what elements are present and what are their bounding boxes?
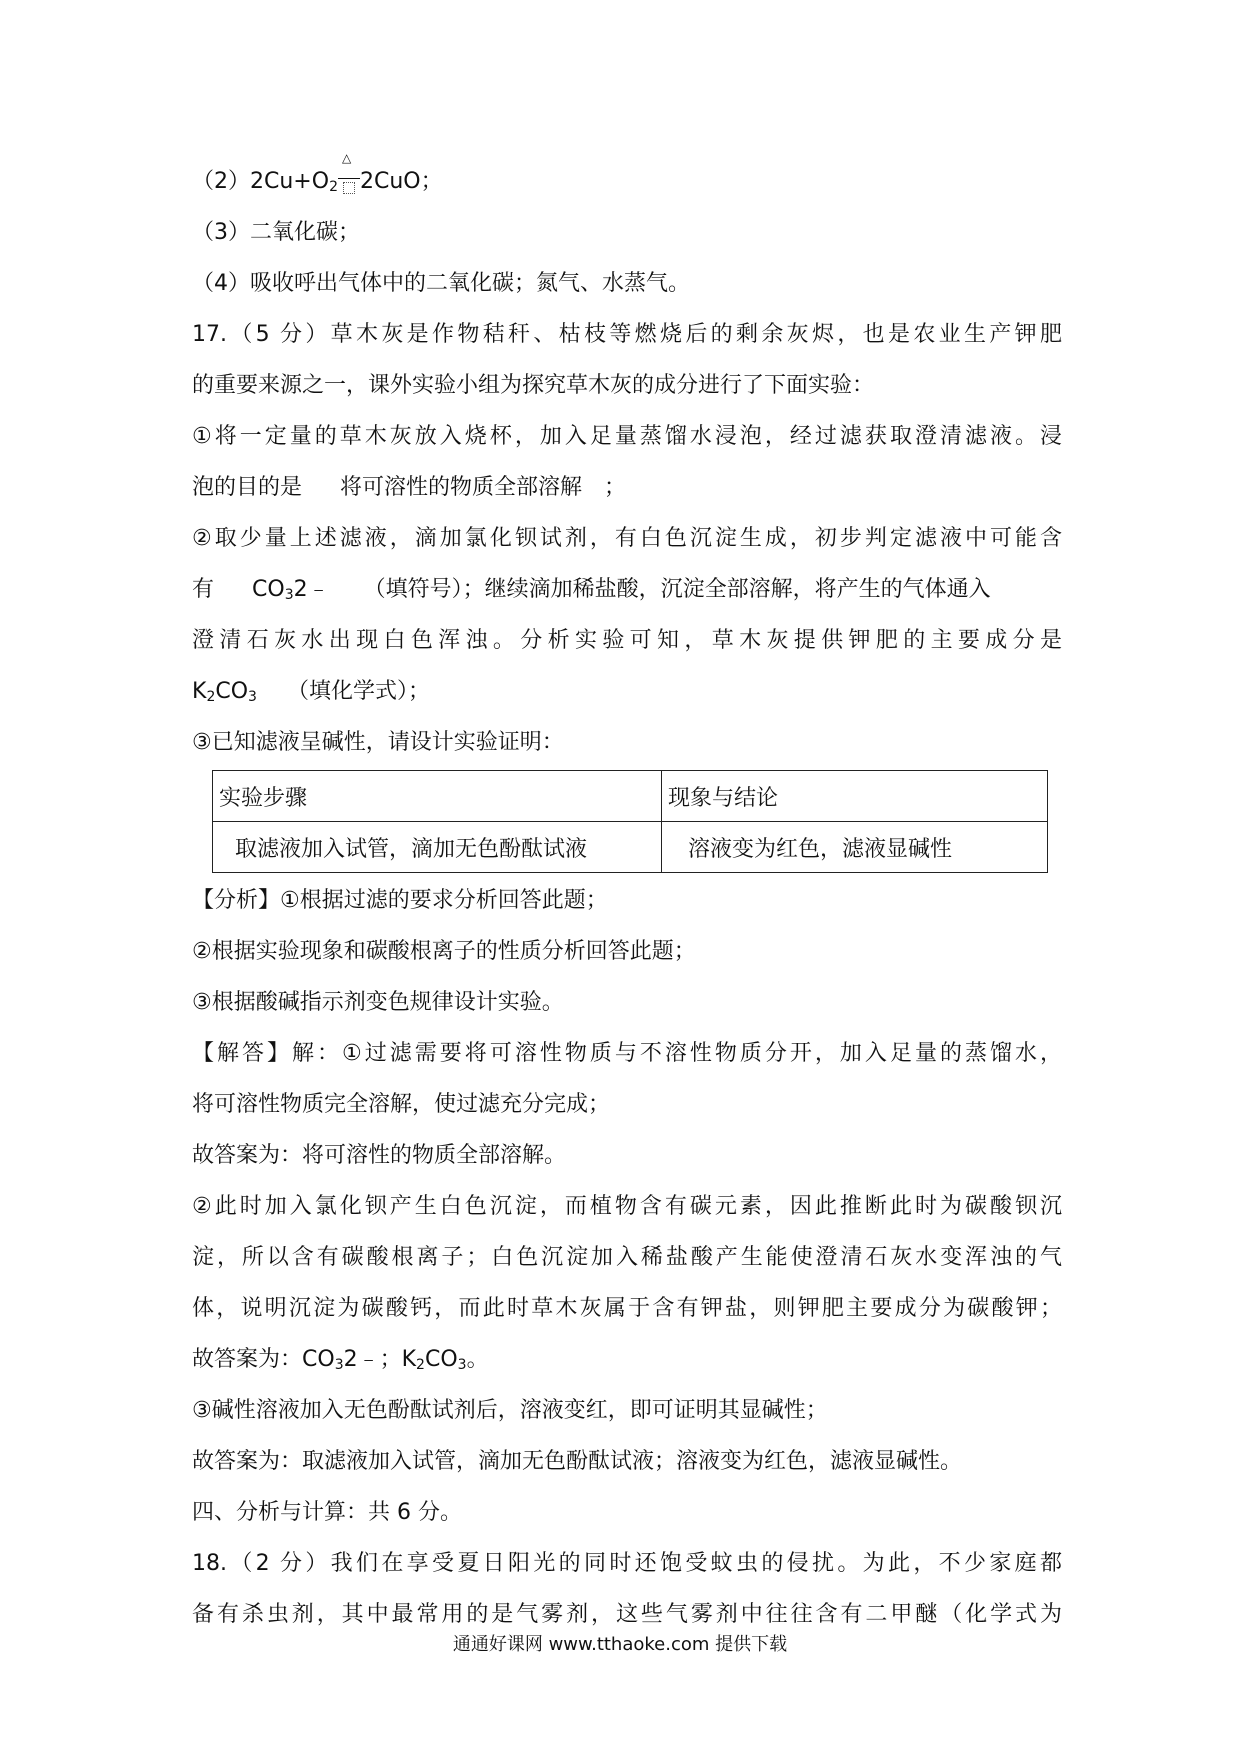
subscript: 2: [329, 179, 338, 195]
punct: ；: [604, 475, 627, 500]
fill-answer-charge: 2﹣: [293, 577, 330, 602]
fill-answer: 将可溶性的物质全部溶解: [340, 475, 583, 500]
question-17-step2-answer: [192, 564, 1062, 615]
fill-answer: CO: [252, 577, 285, 602]
question-17-step3: ③已知滤液呈碱性，请设计实验证明：: [192, 730, 564, 755]
subscript: 3: [334, 1357, 344, 1373]
solution-answer: [192, 1334, 1062, 1385]
question-17-step1: ①将一定量的草木灰放入烧杯，加入足量蒸馏水浸泡，经过滤获取澄清滤液。浸: [192, 424, 1062, 449]
solution-answer: 故答案为：将可溶性的物质全部溶解。: [192, 1143, 567, 1168]
answer-line-3: （3）二氧化碳；: [192, 220, 360, 245]
equation-right: 2CuO；: [359, 169, 443, 194]
heat-symbol: △: [341, 151, 352, 165]
table-header-cell: 实验步骤: [213, 771, 662, 822]
question-17-text: 的重要来源之一，课外实验小组为探究草木灰的成分进行了下面实验：: [192, 373, 875, 398]
subscript: 2: [416, 1357, 425, 1373]
reaction-arrow: [338, 151, 360, 207]
subscript: 3: [284, 587, 294, 603]
solution-line: ③碱性溶液加入无色酚酞试剂后，溶液变红，即可证明其显碱性；: [192, 1398, 828, 1423]
subscript: 3: [457, 1357, 467, 1373]
analysis-line: ③根据酸碱指示剂变色规律设计实验。: [192, 990, 564, 1015]
analysis-line: ②根据实验现象和碳酸根离子的性质分析回答此题；: [192, 939, 696, 964]
analysis-title: 【分析】①根据过滤的要求分析回答此题；: [192, 888, 608, 913]
page-footer: 通通好课网 www.tthaoke.com 提供下载: [452, 1634, 788, 1655]
solution-title: 【解答】解：①过滤需要将可溶性物质与不溶性物质分开，加入足量的蒸馏水，: [192, 1041, 1062, 1066]
answer-text: 。: [466, 1347, 489, 1372]
prompt-text: （填符号）；继续滴加稀盐酸，沉淀全部溶解，将产生的气体通入: [363, 577, 991, 602]
answer-text: 2﹣；K: [343, 1347, 417, 1372]
subscript: 3: [248, 689, 257, 705]
table-header-cell: 现象与结论: [662, 771, 1048, 822]
answer-text: CO: [424, 1347, 458, 1372]
subscript: 2: [206, 689, 216, 705]
table-cell: 取滤液加入试管，滴加无色酚酞试液: [213, 822, 662, 873]
experiment-table: [212, 770, 1048, 873]
prompt-text: 泡的目的是: [192, 475, 303, 500]
question-17-title: 17.（5 分）草木灰是作物秸秆、枯枝等燃烧后的剩余灰烬，也是农业生产钾肥: [192, 322, 1062, 347]
fill-answer: CO: [215, 679, 249, 704]
question-17-formula-answer: [192, 666, 1062, 717]
solution-answer: 故答案为：取滤液加入试管，滴加无色酚酞试液；溶液变为红色，滤液显碱性。: [192, 1449, 963, 1474]
prompt-text: （填化学式）；: [286, 679, 430, 704]
question-18-title: 18.（2 分）我们在享受夏日阳光的同时还饱受蚊虫的侵扰。为此，不少家庭都: [192, 1551, 1062, 1576]
question-17-line: 澄清石灰水出现白色浑浊。分析实验可知，草木灰提供钾肥的主要成分是: [192, 628, 1062, 653]
document-body: [192, 151, 1062, 1640]
prompt-text: 有: [192, 577, 215, 602]
table-header-row: [213, 771, 1048, 822]
section-title: 四、分析与计算：共 6 分。: [192, 1500, 462, 1525]
solution-line: ②此时加入氯化钡产生白色沉淀，而植物含有碳元素，因此推断此时为碳酸钡沉: [192, 1194, 1062, 1219]
equation-left: （2）2Cu+O: [192, 169, 330, 194]
answer-line-2: [192, 151, 1062, 207]
answer-line-4: （4）吸收呼出气体中的二氧化碳；氮气、水蒸气。: [192, 271, 690, 296]
question-17-step2: ②取少量上述滤液，滴加氯化钡试剂，有白色沉淀生成，初步判定滤液中可能含: [192, 526, 1062, 551]
table-row: [213, 822, 1048, 873]
question-17-step1-answer: [192, 462, 1062, 513]
answer-text: 故答案为：CO: [192, 1347, 335, 1372]
solution-line: 将可溶性物质完全溶解，使过滤充分完成；: [192, 1092, 611, 1117]
question-18-text: 备有杀虫剂，其中最常用的是气雾剂，这些气雾剂中往往含有二甲醚（化学式为: [192, 1602, 1062, 1627]
table-cell: 溶液变为红色，滤液显碱性: [662, 822, 1048, 873]
solution-line: 淀，所以含有碳酸根离子；白色沉淀加入稀盐酸产生能使澄清石灰水变浑浊的气: [192, 1245, 1062, 1270]
fill-answer: K: [192, 679, 207, 704]
solution-line: 体，说明沉淀为碳酸钙，而此时草木灰属于含有钾盐，则钾肥主要成分为碳酸钾；: [192, 1296, 1062, 1321]
